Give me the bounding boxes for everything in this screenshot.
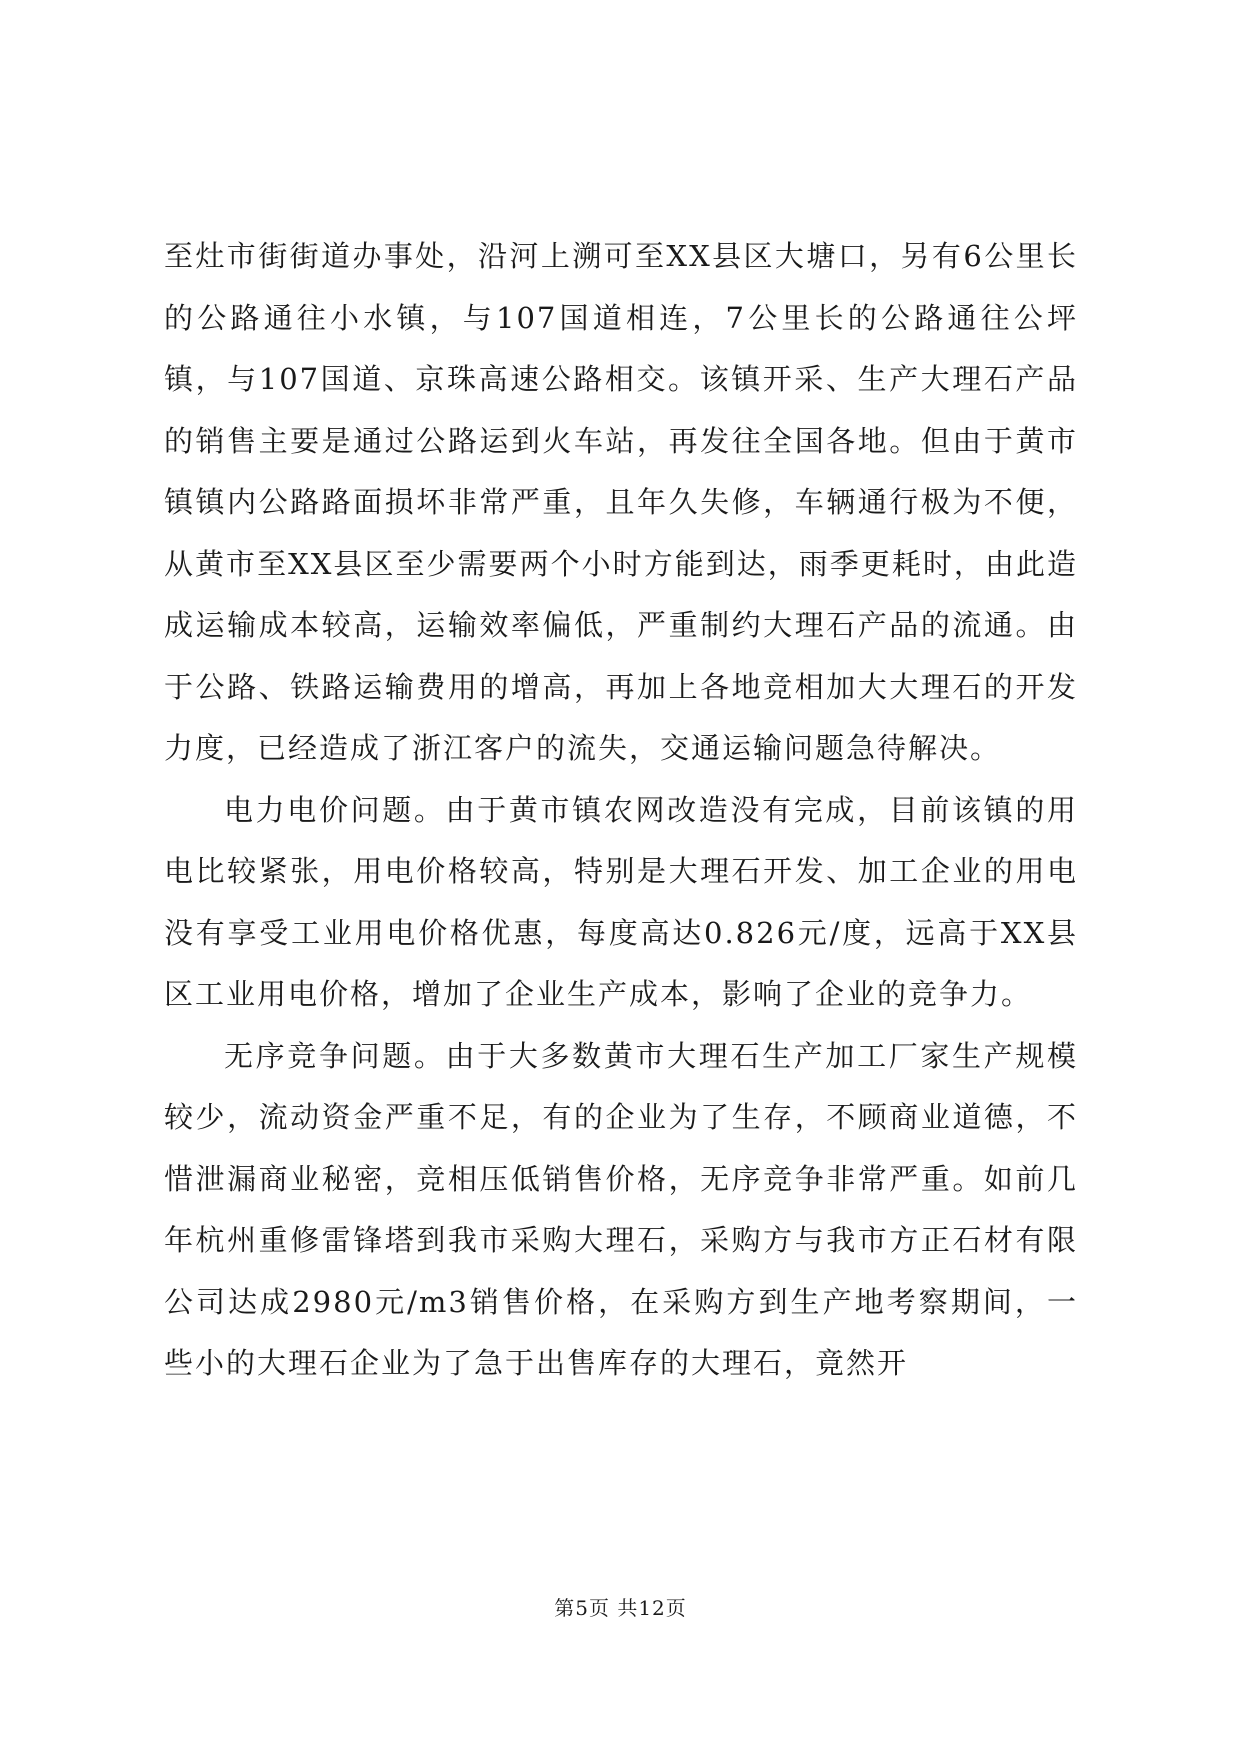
paragraph-transport: 至灶市街街道办事处，沿河上溯可至XX县区大塘口，另有6公里长的公路通往小水镇，与107国道相连，7公里长的公路通往公坪镇，与107国道、京珠高速公路相交。该镇开采、生产大理石产品的销售主要是通过公路运到火车站，再发往全国各地。但由于黄市镇镇内公路路面损坏非常严重，且年久失修，车辆通行极为不便，从黄市至XX县区至少需要两个小时方能到达，雨季更耗时，由此造成运输成本较高，运输效率偏低，严重制约大理石产品的流通。由于公路、铁路运输费用的增高，再加上各地竞相加大大理石的开发力度，已经造成了浙江客户的流失，交通运输问题急待解决。 bbox=[164, 239, 1078, 765]
document-body bbox=[164, 226, 1078, 1395]
page-number-footer: 第5页 共12页 bbox=[554, 1596, 687, 1620]
paragraph-disorderly-competition: 无序竞争问题。由于大多数黄市大理石生产加工厂家生产规模较少，流动资金严重不足，有的企业为了生存，不顾商业道德，不惜泄漏商业秘密，竞相压低销售价格，无序竞争非常严重。如前几年杭州重修雷锋塔到我市采购大理石，采购方与我市方正石材有限公司达成2980元/m3销售价格，在采购方到生产地考察期间，一些小的大理石企业为了急于出售库存的大理石，竟然开 bbox=[164, 1038, 1078, 1380]
paragraph-electricity-price: 电力电价问题。由于黄市镇农网改造没有完成，目前该镇的用电比较紧张，用电价格较高，特别是大理石开发、加工企业的用电没有享受工业用电价格优惠，每度高达0.826元/度，远高于XX县区工业用电价格，增加了企业生产成本，影响了企业的竞争力。 bbox=[164, 792, 1078, 1011]
